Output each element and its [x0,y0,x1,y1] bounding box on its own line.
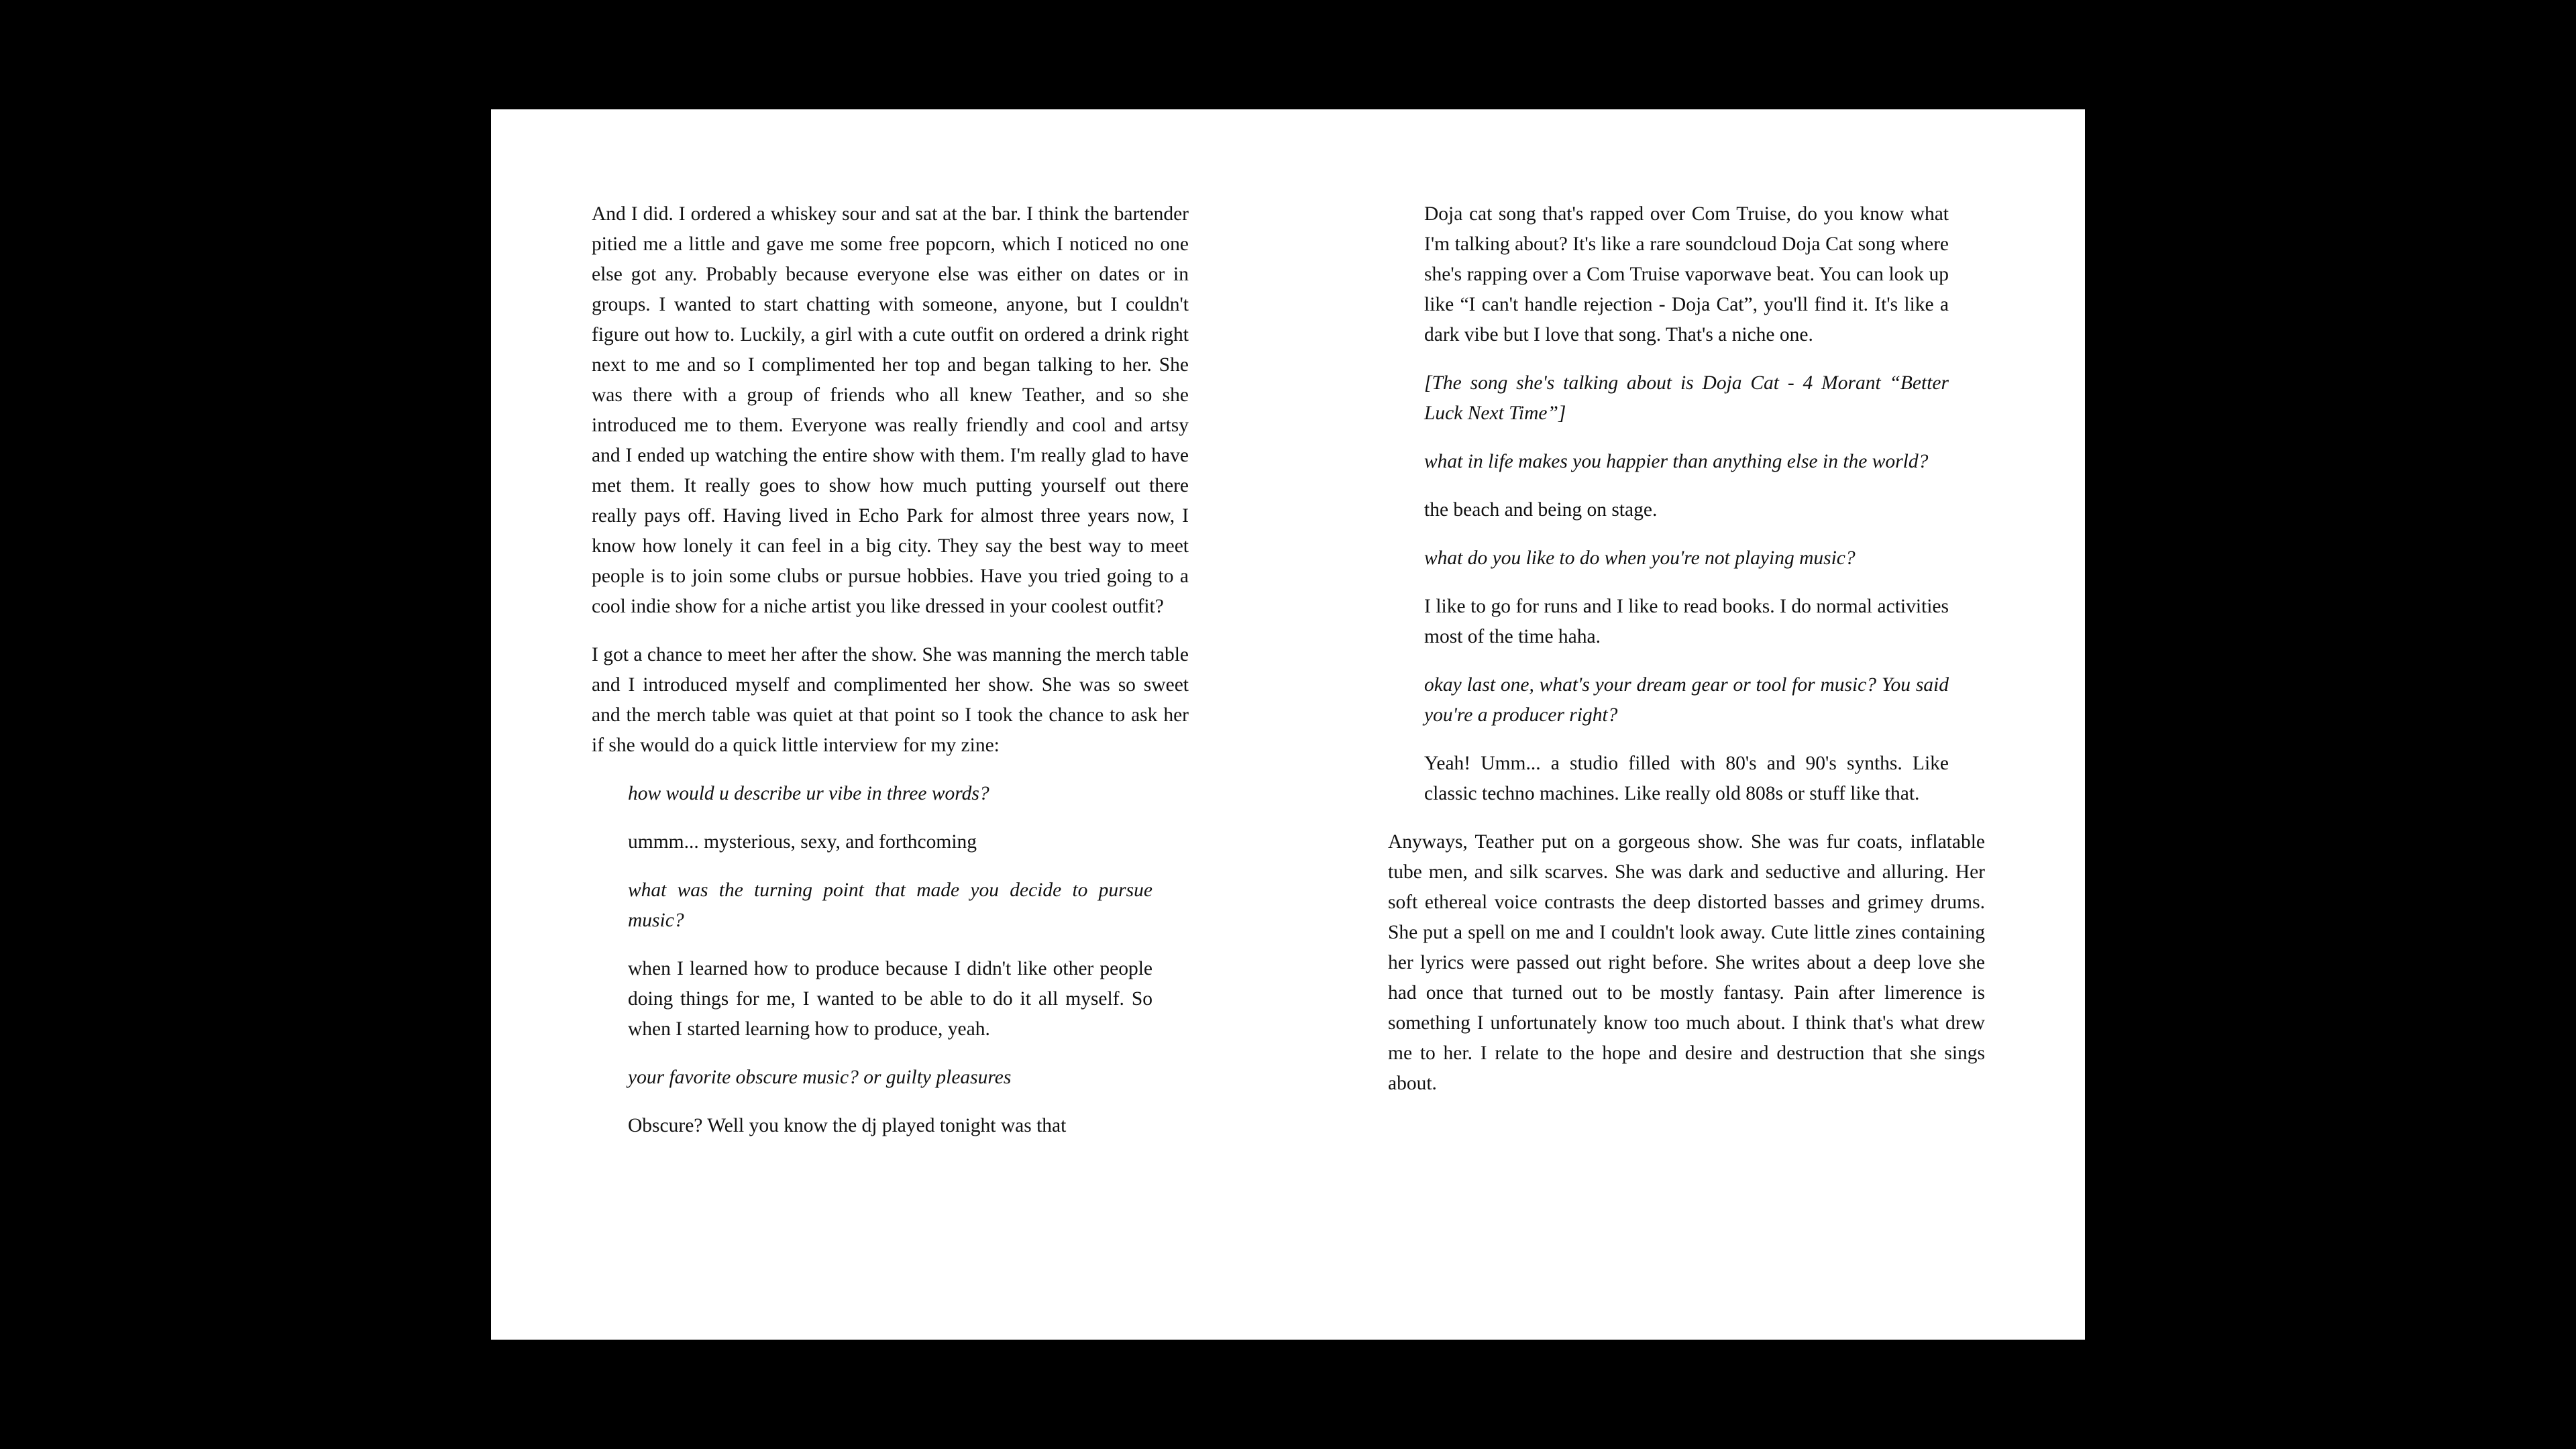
left-column [592,199,1189,1159]
interview-question: okay last one, what's your dream gear or tool for music? You said you're a producer right? [1424,674,1949,726]
interview-question: what was the turning point that made you decide to pursue music? [628,879,1152,931]
body-paragraph: Anyways, Teather put on a gorgeous show. She was fur coats, inflatable tube men, and silk scarves. She was dark and seductive and alluring. Her soft ethereal voice contrasts the deep distorted basses and grimey drums. She put a spell on me and I couldn't look away. Cute little zines containing her lyrics were passed out right before. She writes about a deep love she had once that turned out to be mostly fantasy. Pain after limerence is something I unfortunately know too much about. I think that's what drew me to her. I relate to the hope and desire and destruction that she sings about. [1388,831,1985,1094]
interview-question: your favorite obscure music? or guilty pleasures [628,1067,1012,1088]
right-column [1388,199,1985,1117]
interview-answer: Doja cat song that's rapped over Com Truise, do you know what I'm talking about? It's like a rare soundcloud Doja Cat song where she's rapping over a Com Truise vaporwave beat. You can look up like “I can't handle rejection - Doja Cat”, you'll find it. It's like a dark vibe but I love that song. That's a niche one. [1424,203,1949,345]
document-page [491,109,2085,1340]
interview-answer: Obscure? Well you know the dj played tonight was that [628,1115,1067,1136]
interview-question: what do you like to do when you're not playing music? [1424,547,1856,569]
interview-question: how would u describe ur vibe in three words? [628,783,989,804]
interview-answer: I like to go for runs and I like to read books. I do normal activities most of the time haha. [1424,596,1949,647]
interview-answer: when I learned how to produce because I didn't like other people doing things for me, I wanted to be able to do it all myself. So when I started learning how to produce, yeah. [628,958,1152,1040]
interview-answer: the beach and being on stage. [1424,499,1658,521]
body-paragraph: I got a chance to meet her after the show. She was manning the merch table and I introduced myself and complimented her show. She was so sweet and the merch table was quiet at that point so I took the chance to ask her if she would do a quick little interview for my zine: [592,644,1189,756]
body-paragraph: And I did. I ordered a whiskey sour and sat at the bar. I think the bartender pitied me a little and gave me some free popcorn, which I noticed no one else got any. Probably because everyone else was either on dates or in groups. I wanted to start chatting with someone, anyone, but I couldn't figure out how to. Luckily, a girl with a cute outfit on ordered a drink right next to me and so I complimented her top and began talking to her. She was there with a group of friends who all knew Teather, and so she introduced me to them. Everyone was really friendly and cool and artsy and I ended up watching the entire show with them. I'm really glad to have met them. It really goes to show how much putting yourself out there really pays off. Having lived in Echo Park for almost three years now, I know how lonely it can feel in a big city. They say the best way to meet people is to join some clubs or pursue hobbies. Have you tried going to a cool indie show for a niche artist you like dressed in your coolest outfit? [592,203,1189,617]
interview-answer: Yeah! Umm... a studio filled with 80's and 90's synths. Like classic techno machines. Like really old 808s or stuff like that. [1424,753,1949,804]
interview-question: what in life makes you happier than anything else in the world? [1424,451,1929,472]
interview-answer: ummm... mysterious, sexy, and forthcoming [628,831,977,853]
editor-note: [The song she's talking about is Doja Cat - 4 Morant “Better Luck Next Time”] [1424,372,1949,424]
